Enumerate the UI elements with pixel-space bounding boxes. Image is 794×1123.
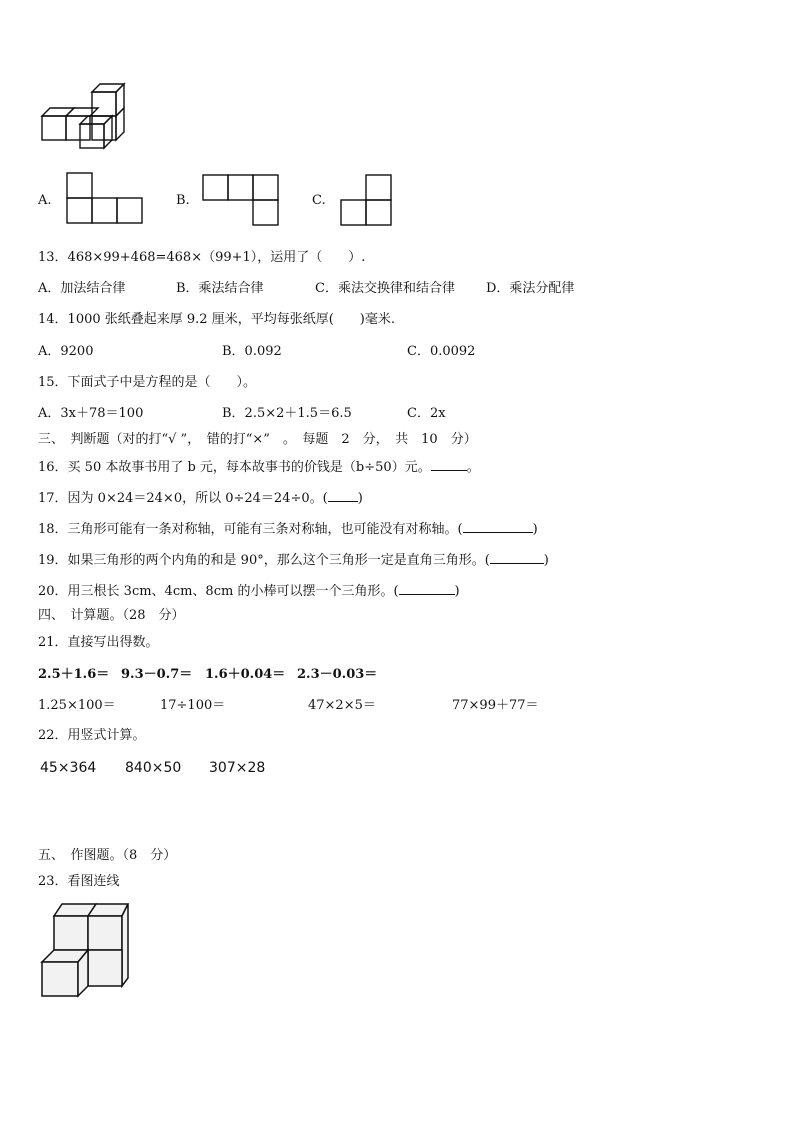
- q21-item-3: 1.6＋0.04＝: [205, 667, 286, 682]
- q12-option-c-view: [340, 174, 394, 228]
- section-5-title: 五、 作图题。（8 分）: [38, 848, 177, 863]
- q21-item-1: 2.5＋1.6＝: [38, 667, 110, 682]
- q17-row: [38, 489, 363, 507]
- q16-answer-blank[interactable]: [431, 458, 467, 471]
- q18-row: [38, 520, 538, 538]
- q17-tail: ): [357, 491, 363, 506]
- q16-text: 16．买 50 本故事书用了 b 元，每本故事书的价钱是（b÷50）元。: [38, 460, 431, 475]
- q18-tail: ): [532, 522, 538, 537]
- q21-item-5: 1.25×100＝: [38, 698, 116, 713]
- q12-option-c-label: C.: [312, 193, 326, 208]
- q14-stem: 14．1000 张纸叠起来厚 9.2 厘米，平均每张纸厚( )毫米.: [38, 312, 395, 327]
- q15-stem: 15．下面式子中是方程的是（ ）。: [38, 375, 257, 390]
- q12-option-b-label: B.: [176, 193, 190, 208]
- q13-option-a: A．加法结合律: [38, 281, 126, 296]
- q21-item-7: 47×2×5＝: [308, 698, 376, 713]
- q23-stem: 23．看图连线: [38, 874, 120, 889]
- q14-option-a: A．9200: [38, 344, 94, 359]
- q23-cube-figure: [38, 900, 134, 1000]
- q21-item-2: 9.3－0.7＝: [121, 667, 193, 682]
- q13-option-b: B．乘法结合律: [176, 281, 264, 296]
- cube-stack-figure: [36, 80, 132, 156]
- q14-option-c: C．0.0092: [407, 344, 476, 359]
- q15-option-c: C．2x: [407, 406, 446, 421]
- q15-option-a: A．3x＋78＝100: [38, 406, 144, 421]
- q17-text: 17．因为 0×24＝24×0，所以 0÷24＝24÷0。(: [38, 491, 328, 506]
- q21-stem: 21．直接写出得数。: [38, 635, 159, 650]
- q20-text: 20．用三根长 3cm、4cm、8cm 的小棒可以摆一个三角形。(: [38, 584, 399, 599]
- q20-row: [38, 582, 460, 600]
- section-3-title: 三、 判断题（对的打“√ ”， 错的打“×” 。 每题 2 分， 共 10 分）: [38, 432, 477, 447]
- q19-tail: ): [543, 553, 549, 568]
- q20-answer-blank[interactable]: [399, 582, 455, 595]
- q22-item-2: 840×50: [125, 760, 182, 776]
- section-4-title: 四、 计算题。（28 分）: [38, 608, 185, 623]
- q20-tail: ): [454, 584, 460, 599]
- q13-stem: 13．468×99+468=468×（99+1），运用了（ ）.: [38, 250, 366, 265]
- q15-option-b: B．2.5×2＋1.5＝6.5: [222, 406, 352, 421]
- q19-row: [38, 551, 549, 569]
- q19-text: 19．如果三角形的两个内角的和是 90°，那么这个三角形一定是直角三角形。(: [38, 553, 490, 568]
- q12-option-b-view: [202, 174, 280, 228]
- q17-answer-blank[interactable]: [328, 489, 358, 502]
- q18-text: 18．三角形可能有一条对称轴，可能有三条对称轴，也可能没有对称轴。(: [38, 522, 463, 537]
- q13-option-c: C．乘法交换律和结合律: [315, 281, 455, 296]
- q16-tail: 。: [466, 460, 480, 475]
- q21-item-6: 17÷100＝: [160, 698, 226, 713]
- q21-item-8: 77×99＋77＝: [452, 698, 539, 713]
- q16-row: [38, 458, 480, 476]
- q19-answer-blank[interactable]: [490, 551, 544, 564]
- q21-item-4: 2.3－0.03＝: [297, 667, 378, 682]
- q22-item-1: 45×364: [40, 760, 97, 776]
- q22-stem: 22．用竖式计算。: [38, 728, 146, 743]
- q22-item-3: 307×28: [209, 760, 266, 776]
- q12-option-a-view: [66, 172, 144, 224]
- q18-answer-blank[interactable]: [463, 520, 533, 533]
- q13-option-d: D．乘法分配律: [486, 281, 575, 296]
- q12-option-a-label: A.: [38, 193, 52, 208]
- q14-option-b: B．0.092: [222, 344, 282, 359]
